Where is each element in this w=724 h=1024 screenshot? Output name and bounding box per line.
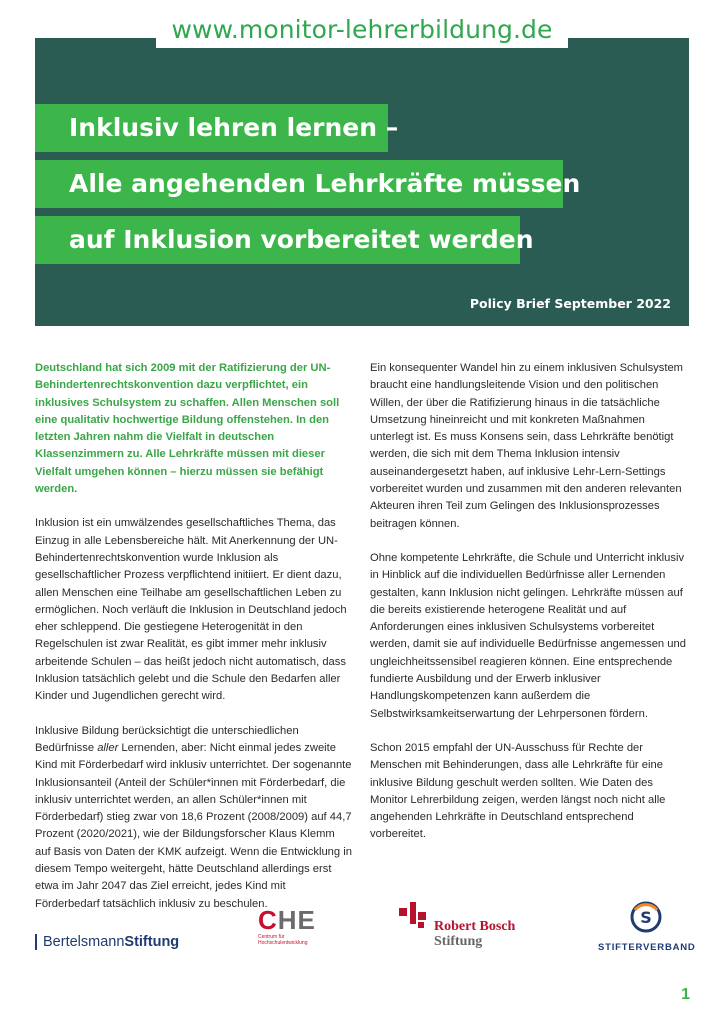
logo-text: Bertelsmann: [43, 934, 125, 950]
text-span: Inklusive Bildung berücksichtigt die unterschiedlichen Bedürfnisse: [35, 724, 299, 754]
paragraph: [35, 723, 353, 913]
bosch-line-1: Robert Bosch: [434, 919, 516, 934]
lead-paragraph: Deutschland hat sich 2009 mit der Ratifizierung der UN-Behindertenrechtskonvention dazu verpflichtet, ein inklusives Schulsystem zu schaffen. Allen Menschen soll eine qualitativ hochwertige Bildung offenstehen. In den letzten Jahren nahm die Vielfalt in deutschen Klassenzimmern zu. Alle Lehrkräfte müssen mit dieser Vielfalt umgehen können – hierzu müssen sie befähigt werden.: [35, 362, 340, 496]
svg-text:S: S: [639, 908, 652, 927]
right-column: [370, 360, 690, 861]
emphasis: aller: [97, 741, 119, 754]
title-line-2: Alle angehenden Lehrkräfte müssen: [35, 160, 563, 208]
bosch-text: [434, 919, 515, 949]
bosch-mark-icon: [398, 900, 432, 930]
che-c: C: [258, 905, 278, 935]
stifterverband-text: STIFTERVERBAND: [598, 942, 696, 953]
che-subtitle-2: Hochschulentwicklung: [258, 940, 308, 946]
paragraph: Ohne kompetente Lehrkräfte, die Schule und Unterricht inklusiv in Hinblick auf die individuellen Bedürfnisse aller Lernenden gestalten, kann Inklusion nicht gelingen. Lehrkräfte müssen auf die bereits existierende heterogene Realität und auf Anforderungen eines inklusiven Schulsystems vorbereitet werden, damit sie auf individuelle Bedürfnisse angemessen und ungleichheitssensibel reagieren können. Eine entsprechende fundierte Ausbildung und der Erwerb inklusiver Handlungskompetenzen kann außerdem die Selbstwirksamkeitserwartung der Lehrpersonen fördern.: [370, 551, 686, 720]
logo-text-bold: Stiftung: [124, 934, 180, 950]
website-url: www.monitor-lehrerbildung.de: [156, 12, 568, 48]
bosch-line-2: Stiftung: [434, 934, 483, 949]
che-mark: [258, 906, 316, 934]
left-column: [35, 360, 353, 930]
robert-bosch-logo: [398, 900, 528, 956]
che-subtitle-1: Centrum für: [258, 934, 285, 940]
page-number: 1: [681, 986, 690, 1003]
stifterverband-s-icon: [629, 900, 663, 934]
title-line-1: Inklusiv lehren lernen –: [35, 104, 388, 152]
text-span: Lernenden, aber: Nicht einmal jedes zweite Kind mit Förderbedarf wird inklusiv unterrichtet. Der sogenannte Inklusionsanteil (Anteil der Schüler*innen mit Förderbedarf, die inklusiv unterrichtet werden, an allen Schüler*innen mit Förderbedarf) stieg zwar von 18,6 Prozent (2008/2009) auf 44,7 Prozent (2020/2021), wie der Bildungsforscher Klaus Klemm auf Basis von Daten der KMK aufzeigt. Wenn die Entwicklung in diesem Tempo weitergeht, hätte Deutschland allerdings erst etwa im Jahr 2047 das Ziel erreicht, jedes Kind mit Förderbedarf tatsächlich inklusiv zu beschulen.: [35, 741, 352, 910]
policy-brief-date: Policy Brief September 2022: [469, 296, 671, 311]
paragraph: Inklusion ist ein umwälzendes gesellschaftliches Thema, das Einzug in alle Lebensbereiche hält. Mit Anerkennung der UN-Behindertenrechtskonvention wurde Inklusion als gesellschaftlicher Prozess verpflichtend initiiert. Er dient dazu, allen Menschen eine Teilhabe am gesellschaftlichen Leben zu ermöglichen. Noch verläuft die Inklusion in Deutschland jedoch eher schleppend. Die gestiegene Heterogenität in den Regelschulen ist zwar Realität, es gibt immer mehr inklusiv arbeitende Schulen – das heißt jedoch nicht automatisch, dass Inklusion tatsächlich gelebt und die Schule den Bedarfen aller Kinder und Jugendlichen gerecht wird.: [35, 517, 347, 703]
partner-logos: [0, 890, 724, 960]
bertelsmann-logo: [35, 934, 179, 950]
che-he: HE: [277, 905, 316, 935]
title-line-3: auf Inklusion vorbereitet werden: [35, 216, 520, 264]
paragraph: Schon 2015 empfahl der UN-Ausschuss für Rechte der Menschen mit Behinderungen, dass alle Lehrkräfte für eine inklusive Bildung geschult werden sollten. Wie Daten des Monitor Lehrerbildung zeigen, werden längst noch nicht alle angehenden Lehrkräfte in Deutschland entsprechend vorbereitet.: [370, 741, 666, 841]
paragraph: Ein konsequenter Wandel hin zu einem inklusiven Schulsystem braucht eine handlungsleitende Vision und den politischen Willen, der über die Ratifizierung hinaus in die tatsächliche Umsetzung hineinreicht und mit konkreten Maßnahmen unterlegt ist. Es muss Konsens sein, dass Lehrkräfte benötigt werden, die sich mit dem Thema Inklusion intensiv auseinandergesetzt haben, auf inklusive Lehr-Lern-Settings vorbereitet wurden und zusammen mit den anderen relevanten Akteuren ihren Teil zum Gelingen des Inklusionsprozesses beitragen können.: [370, 362, 683, 530]
stifterverband-logo: [598, 900, 696, 953]
che-logo: [258, 906, 316, 946]
